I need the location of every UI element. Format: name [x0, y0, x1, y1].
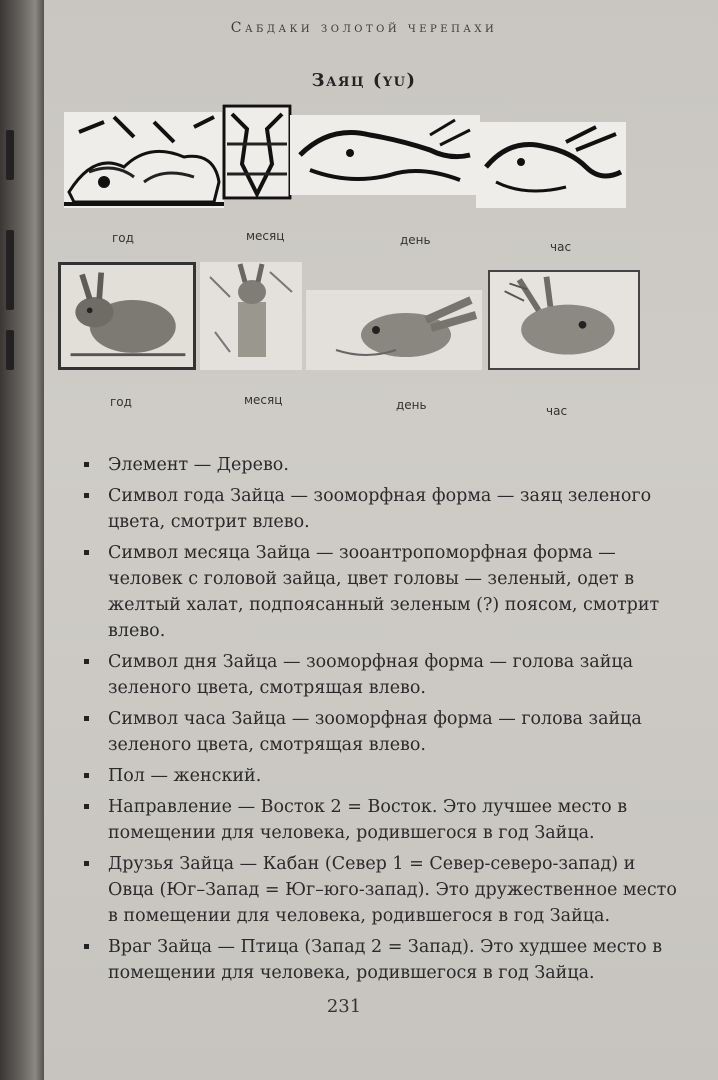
book-gutter — [0, 0, 44, 1080]
list-item — [84, 934, 684, 986]
caption-year: год — [112, 231, 134, 245]
caption-month: месяц — [246, 229, 285, 243]
attribute-list — [84, 452, 684, 991]
caption-month-painting: месяц — [244, 393, 283, 407]
list-item-text: Друзья Зайца — Кабан (Север 1 = Север-северо-запад) и Овца (Юг–Запад = Юг–юго-запад). Это дружественное место в помещении для человека, родившегося в год Зайца. — [108, 854, 677, 926]
caption-hour: час — [550, 240, 572, 254]
hare-year-painting — [58, 262, 196, 370]
list-item-text: Направление — Восток 2 = Восток. Это лучшее место в помещении для человека, родившегося в год Зайца. — [108, 797, 628, 843]
book-page — [44, 0, 718, 1080]
list-item-text: Символ дня Зайца — зооморфная форма — голова зайца зеленого цвета, смотрящая влево. — [108, 652, 634, 698]
hare-month-painting — [200, 262, 302, 370]
gutter-mark — [6, 130, 14, 180]
hare-hour-woodcut — [476, 122, 626, 208]
list-item — [84, 483, 684, 535]
hare-day-painting — [306, 290, 482, 370]
bullet-icon — [84, 716, 89, 721]
section-title: Заяц (yu) — [311, 70, 417, 91]
list-item — [84, 794, 684, 846]
caption-year-painting: год — [110, 395, 132, 409]
list-item — [84, 706, 684, 758]
caption-hour-painting: час — [546, 404, 568, 418]
list-item-text: Символ часа Зайца — зооморфная форма — голова зайца зеленого цвета, смотрящая влево. — [108, 709, 642, 755]
hare-day-woodcut — [290, 115, 480, 195]
hare-year-woodcut — [64, 112, 224, 208]
bullet-icon — [84, 804, 89, 809]
list-item — [84, 763, 684, 789]
list-item-text: Пол — женский. — [108, 766, 262, 786]
caption-day: день — [400, 233, 431, 247]
bullet-icon — [84, 659, 89, 664]
bullet-icon — [84, 773, 89, 778]
gutter-mark — [6, 230, 14, 310]
list-item-text: Символ месяца Зайца — зооантропоморфная форма — человек с головой зайца, цвет головы — зеленый, одет в желтый халат, подпоясанный зеленым (?) поясом, смотрит влево. — [108, 543, 660, 641]
bullet-icon — [84, 550, 89, 555]
list-item — [84, 649, 684, 701]
running-head: Сабдаки золотой черепахи — [230, 20, 498, 36]
list-item-text: Враг Зайца — Птица (Запад 2 = Запад). Это худшее место в помещении для человека, родившегося в год Зайца. — [108, 937, 663, 983]
bullet-icon — [84, 944, 89, 949]
bullet-icon — [84, 493, 89, 498]
list-item-text: Элемент — Дерево. — [108, 455, 289, 475]
caption-day-painting: день — [396, 398, 427, 412]
list-item — [84, 851, 684, 929]
bullet-icon — [84, 861, 89, 866]
page-number: 231 — [326, 996, 362, 1017]
hare-hour-painting — [488, 270, 640, 370]
bullet-icon — [84, 462, 89, 467]
list-item-text: Символ года Зайца — зооморфная форма — заяц зеленого цвета, смотрит влево. — [108, 486, 652, 532]
gutter-mark — [6, 330, 14, 370]
list-item — [84, 540, 684, 644]
list-item — [84, 452, 684, 478]
hare-month-woodcut — [222, 104, 292, 200]
